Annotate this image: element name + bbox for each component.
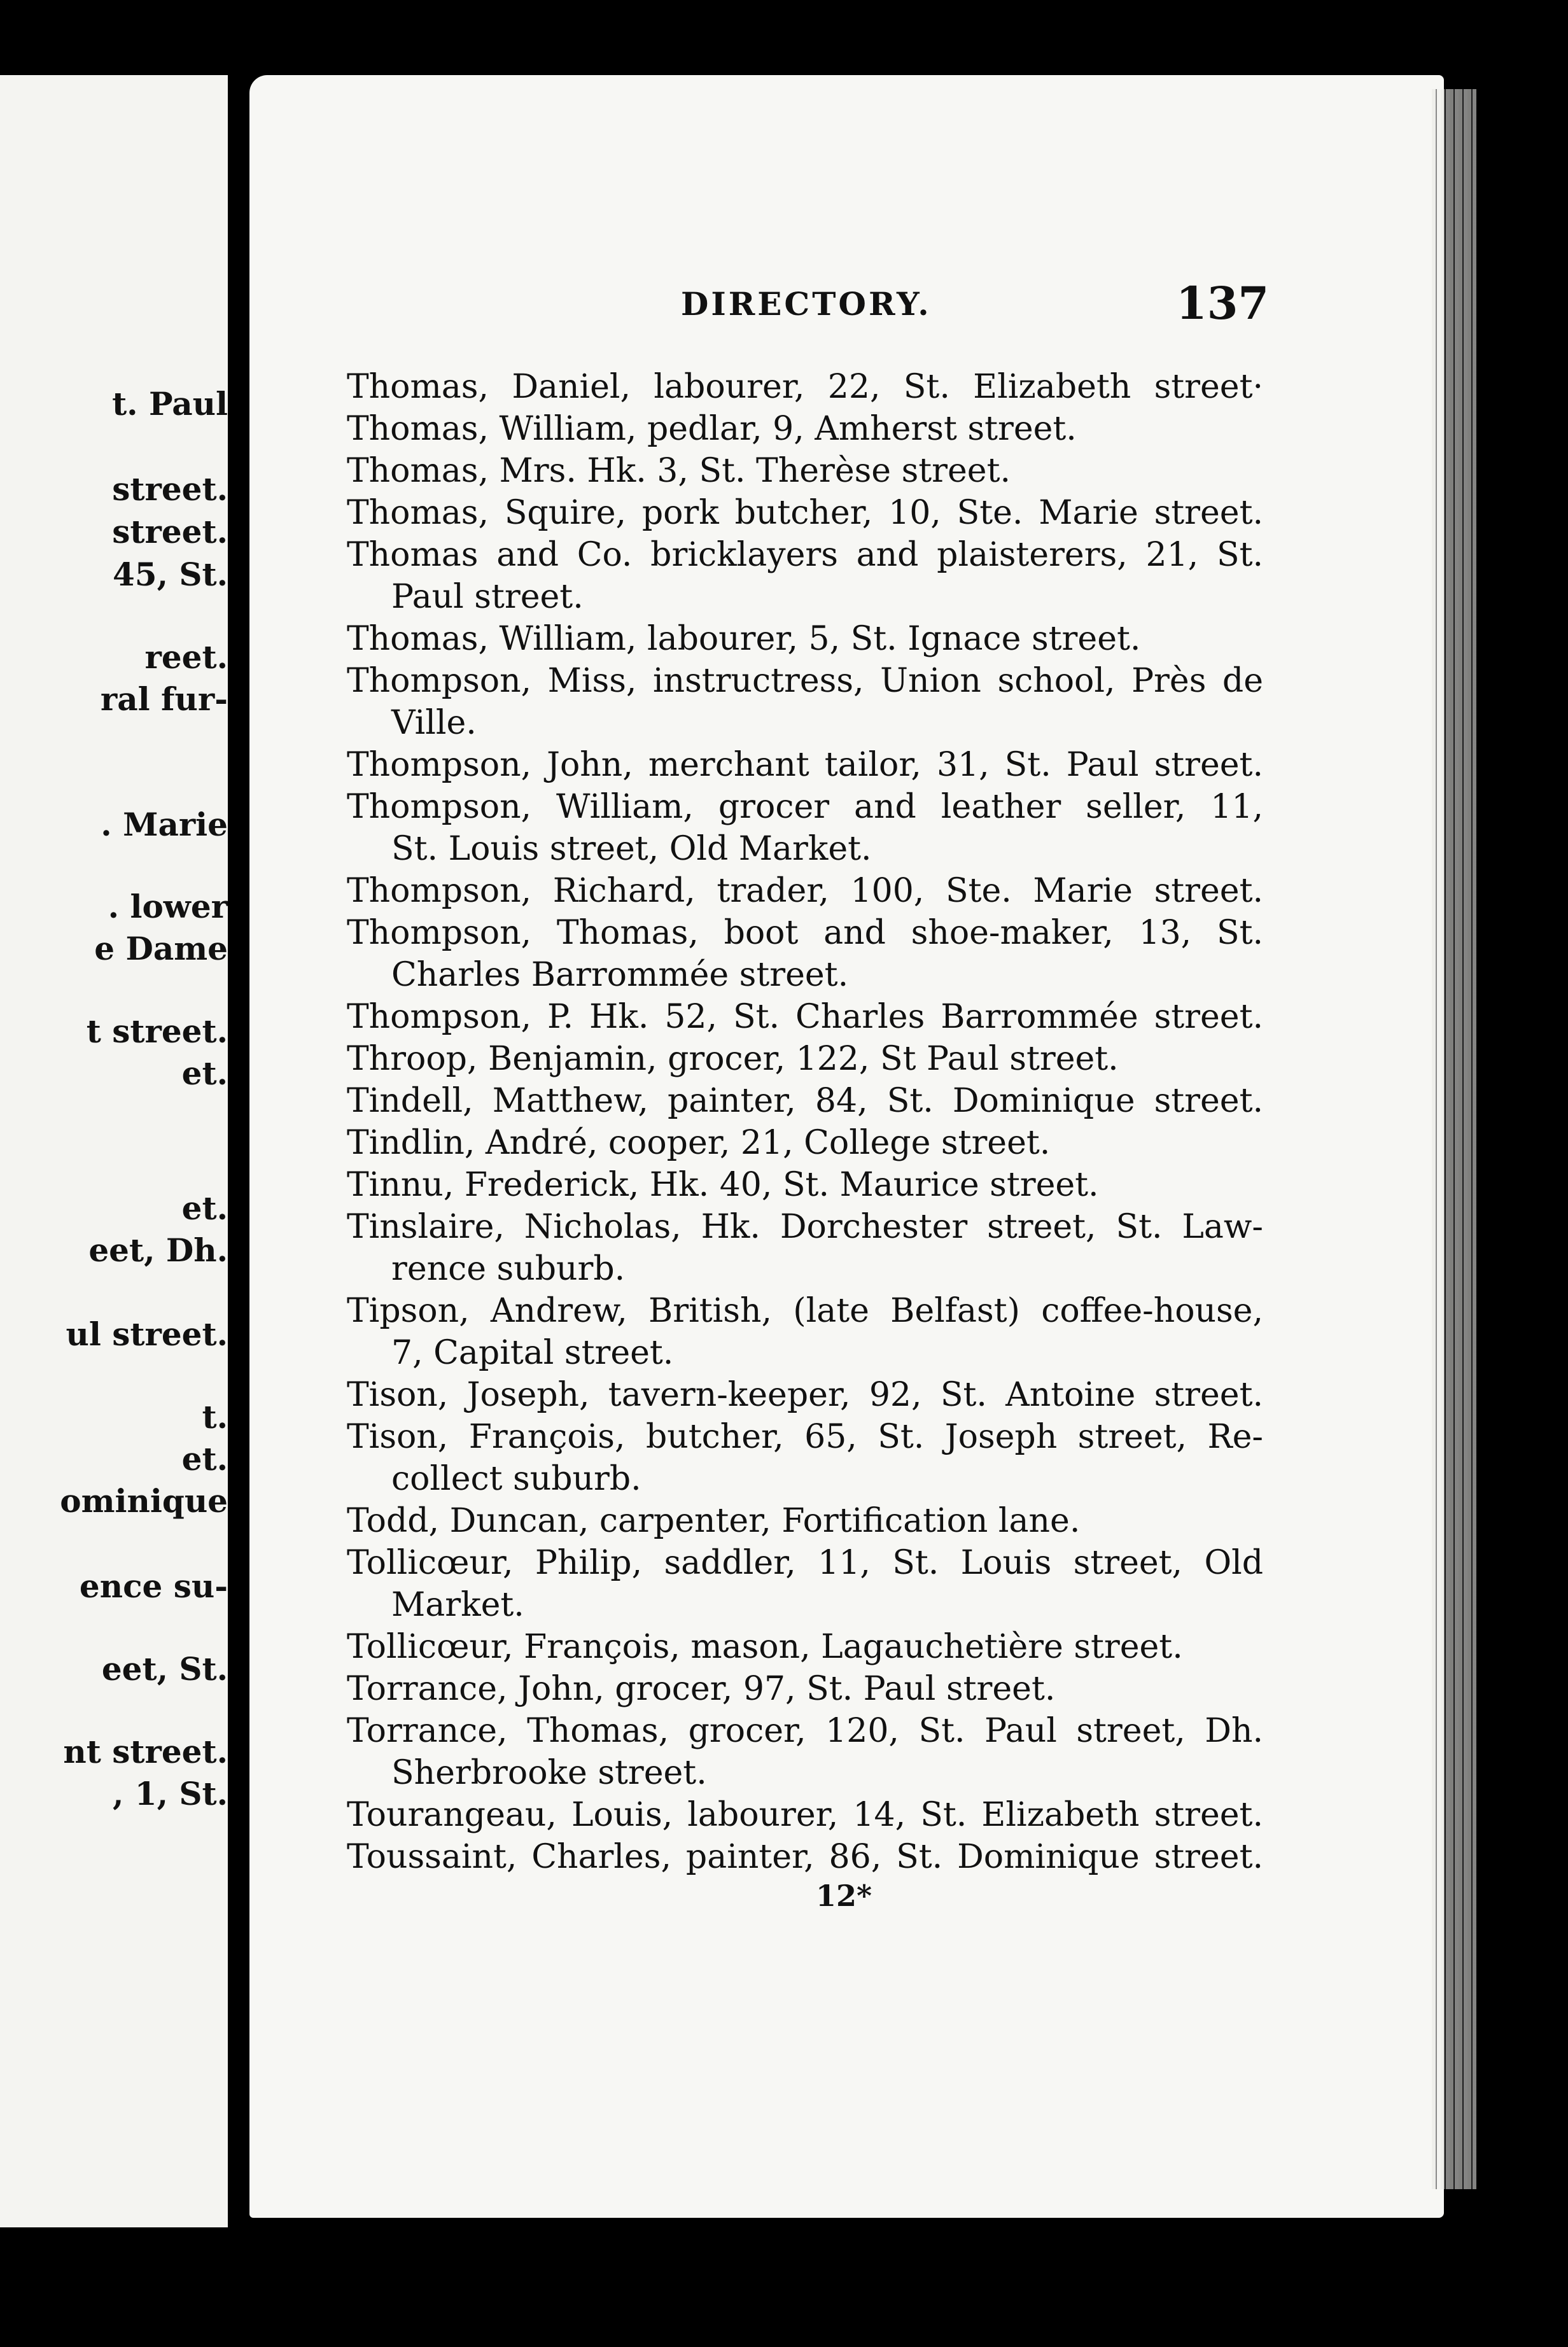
left-page-fragment: t street.: [86, 1012, 228, 1050]
entry-line: Thomas, William, pedlar, 9, Amherst street.: [347, 410, 1077, 448]
left-page-fragment: eet, Dh.: [88, 1231, 228, 1269]
left-page-fragment: et.: [181, 1054, 228, 1092]
entry-line: Tourangeau, Louis, labourer, 14, St. Elizabeth street.: [347, 1796, 1263, 1834]
entry-line: Thompson, Miss, instructress, Union school, Près de: [347, 662, 1263, 700]
entry-line: Tollicœur, Philip, saddler, 11, St. Louis street, Old: [347, 1544, 1263, 1582]
left-page-fragment: et.: [181, 1440, 228, 1478]
left-page-fragment: street.: [112, 470, 228, 508]
signature-mark: 12*: [816, 1879, 872, 1913]
entry-line: Thomas, Squire, pork butcher, 10, Ste. Marie street.: [347, 494, 1263, 532]
entry-line: Thomas, Mrs. Hk. 3, St. Therèse street.: [347, 452, 1011, 490]
entry-line: Charles Barrommée street.: [391, 956, 849, 994]
left-page-fragment: t. Paul: [112, 385, 228, 423]
left-page-fragment: nt street.: [63, 1733, 228, 1770]
page-number: 137: [1176, 277, 1270, 330]
left-page-fragment: t.: [202, 1398, 228, 1436]
entry-line: Thomas, Daniel, labourer, 22, St. Elizabeth street·: [347, 368, 1263, 406]
entry-line: Ville.: [391, 704, 477, 742]
left-page-fragment: ence su-: [79, 1567, 228, 1605]
running-header: DIRECTORY.: [681, 285, 932, 323]
entry-line: Thomas and Co. bricklayers and plaisterers, 21, St.: [347, 536, 1263, 574]
entry-line: Market.: [391, 1586, 524, 1624]
entry-line: Tinnu, Frederick, Hk. 40, St. Maurice street.: [347, 1166, 1099, 1204]
left-page-fragment: , 1, St.: [112, 1775, 228, 1812]
entry-line: Thompson, P. Hk. 52, St. Charles Barrommée street.: [347, 998, 1263, 1036]
entry-line: 7, Capital street.: [391, 1334, 674, 1372]
entry-line: Throop, Benjamin, grocer, 122, St Paul street.: [347, 1040, 1119, 1078]
entry-line: Tindell, Matthew, painter, 84, St. Dominique street.: [347, 1082, 1263, 1120]
left-page-fragment: . lower: [108, 888, 228, 925]
entry-line: Tollicœur, François, mason, Lagauchetière street.: [347, 1628, 1183, 1666]
page-edge: [1432, 89, 1476, 2189]
entry-line: Tison, Joseph, tavern-keeper, 92, St. Antoine street.: [347, 1376, 1263, 1414]
entry-line: Thomas, William, labourer, 5, St. Ignace street.: [347, 620, 1141, 658]
entry-line: Thompson, Richard, trader, 100, Ste. Marie street.: [347, 872, 1263, 910]
left-page-fragment: ominique: [60, 1482, 228, 1520]
entry-line: Thompson, John, merchant tailor, 31, St. Paul street.: [347, 746, 1263, 784]
entry-line: Torrance, Thomas, grocer, 120, St. Paul street, Dh.: [347, 1712, 1263, 1750]
entry-line: Thompson, Thomas, boot and shoe-maker, 13, St.: [347, 914, 1263, 952]
entry-line: Paul street.: [391, 578, 584, 616]
left-page-fragment: e Dame: [94, 930, 228, 967]
left-page-fragment: . Marie: [101, 806, 228, 843]
left-page: [0, 75, 228, 2227]
entry-line: Sherbrooke street.: [391, 1754, 707, 1792]
entry-line: Todd, Duncan, carpenter, Fortification lane.: [347, 1502, 1081, 1540]
entry-line: St. Louis street, Old Market.: [391, 830, 872, 868]
entry-line: Torrance, John, grocer, 97, St. Paul street.: [347, 1670, 1056, 1708]
entry-line: Tipson, Andrew, British, (late Belfast) coffee-house,: [347, 1292, 1263, 1330]
directory-entries: [347, 366, 1263, 1878]
left-page-fragment: ul street.: [66, 1315, 228, 1353]
entry-line: Tison, François, butcher, 65, St. Joseph street, Re-: [347, 1418, 1263, 1456]
left-page-fragment: street.: [112, 513, 228, 550]
entry-line: Toussaint, Charles, painter, 86, St. Dominique street.: [347, 1838, 1263, 1876]
entry-line: Tindlin, André, cooper, 21, College street.: [347, 1124, 1051, 1162]
entry-line: Thompson, William, grocer and leather seller, 11,: [347, 788, 1263, 826]
left-page-fragment: et.: [181, 1189, 228, 1227]
left-page-fragment: ral fur-: [100, 680, 228, 718]
left-page-fragment: reet.: [144, 638, 228, 676]
left-page-fragment: 45, St.: [112, 556, 228, 593]
left-page-fragment: eet, St.: [101, 1650, 228, 1688]
entry-line: collect suburb.: [391, 1460, 641, 1498]
entry-line: Tinslaire, Nicholas, Hk. Dorchester street, St. Law-: [347, 1208, 1263, 1246]
entry-line: rence suburb.: [391, 1250, 626, 1288]
